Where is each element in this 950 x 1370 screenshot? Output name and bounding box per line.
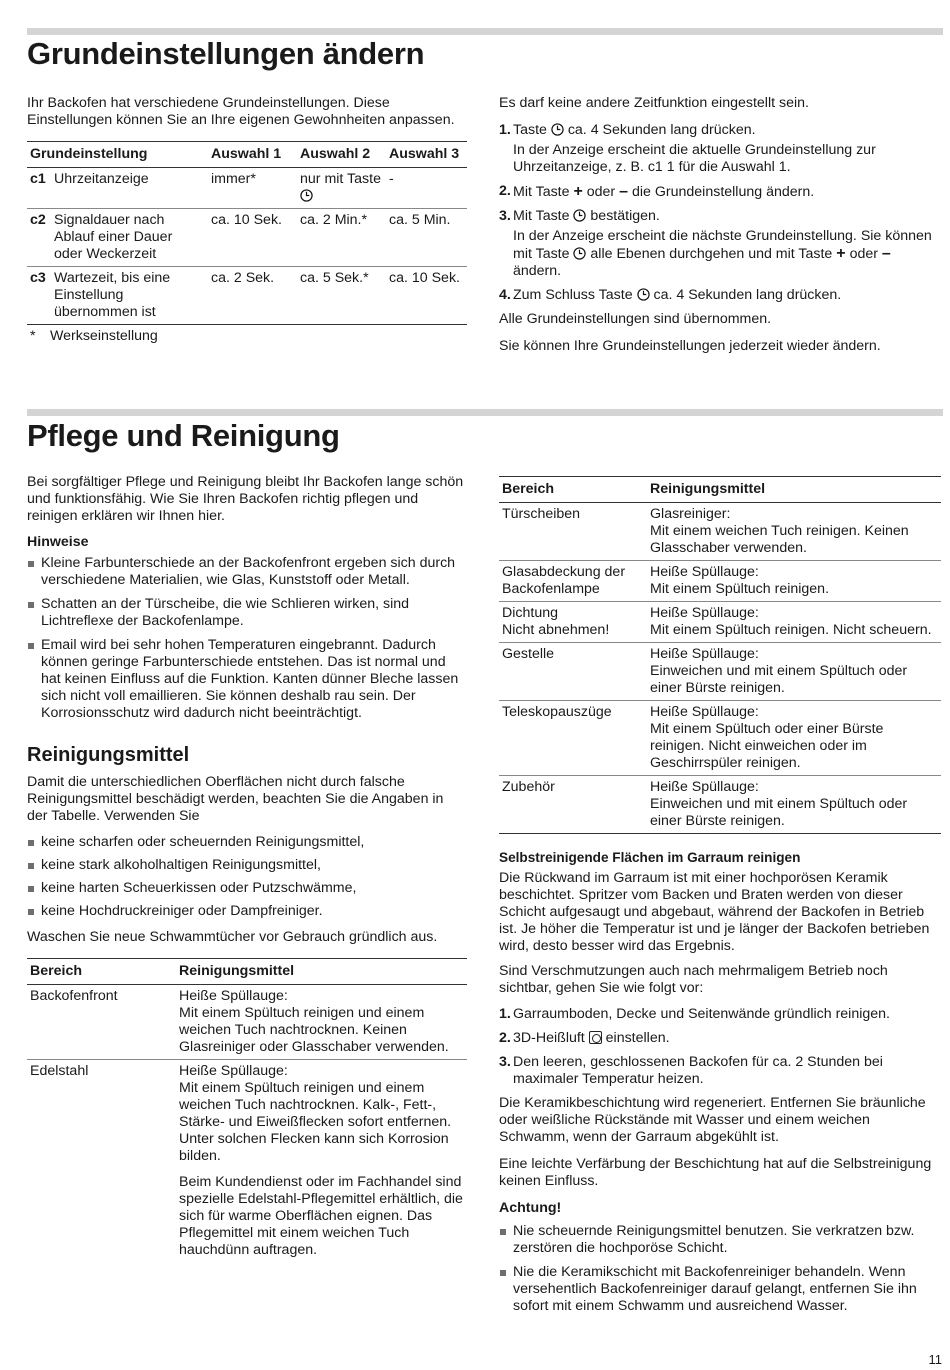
- warning-list: [499, 1223, 941, 1315]
- table-row: [27, 209, 467, 267]
- list-item: 3. Den leeren, geschlossenen Backofen für ca. 2 Stunden bei maximaler Temperatur heizen.: [499, 1054, 883, 1087]
- dont-use-list: [27, 834, 467, 920]
- table-row: [27, 1060, 467, 1263]
- reinigungsmittel-intro: Damit die unterschiedlichen Oberflächen nicht durch falsche Reinigungsmittel beschädigt werden, beachten Sie die Angaben in der Tabelle. Verwenden Sie: [27, 774, 444, 824]
- warning-heading: Achtung!: [499, 1200, 562, 1216]
- table-cell: immer*: [208, 168, 297, 209]
- list-item: keine Hochdruckreiniger oder Dampfreiniger.: [27, 903, 467, 920]
- table-header: Auswahl 3: [386, 142, 467, 168]
- cleaning-table-left: [27, 958, 467, 1262]
- table-row: [499, 701, 941, 776]
- clock-icon: [300, 189, 313, 202]
- table-header: Bereich: [27, 959, 176, 985]
- table-cell-text: nur mit Taste: [300, 171, 381, 187]
- table-cell: Gestelle: [499, 643, 647, 701]
- table-cell: Heiße Spüllauge: Mit einem Spültuch reinigen. Nicht scheuern.: [647, 602, 941, 643]
- list-item: keine scharfen oder scheuernden Reinigungsmittel,: [27, 834, 467, 851]
- setting-label: Signaldauer nach Ablauf einer Dauer oder Weckerzeit: [54, 212, 173, 262]
- list-item: Email wird bei sehr hohen Temperaturen eingebrannt. Dadurch können geringe Farbunterschiede entstehen. Das ist normal und hat keinen Einfluss auf die Funktion. Kanten dünner Bleche lassen sich nicht voll emaillieren. Sie können deshalb rau sein. Der Korrosionsschutz wird dadurch nicht beeinträchtigt.: [27, 637, 467, 722]
- table-cell: Türscheiben: [499, 503, 647, 561]
- table-row: [27, 168, 467, 209]
- table-footnote: * Werkseinstellung: [30, 328, 158, 344]
- reinigungsmittel-heading: Reinigungsmittel: [27, 744, 190, 766]
- table-cell: Heiße Spüllauge: Mit einem Spültuch reinigen und einem weichen Tuch nachtrocknen. Keinen Glasreiniger oder Glasschaber verwenden.: [176, 985, 467, 1060]
- table-cell: Heiße Spüllauge: Einweichen und mit einem Spültuch oder einer Bürste reinigen.: [647, 776, 941, 834]
- pflege-right-column: [499, 476, 941, 1322]
- list-item: keine stark alkoholhaltigen Reinigungsmittel,: [27, 857, 467, 874]
- list-item: Schatten an der Türscheibe, die wie Schlieren wirken, sind Lichtreflexe der Backofenlampe.: [27, 596, 467, 630]
- table-cell: ca. 10 Sek.: [386, 267, 467, 325]
- table-cell: Glasreiniger: Mit einem weichen Tuch reinigen. Keinen Glasschaber verwenden.: [647, 503, 941, 561]
- pflege-left-column: [27, 474, 467, 1262]
- table-cell: ca. 2 Min.*: [297, 209, 386, 267]
- table-cell: -: [386, 168, 467, 209]
- table-cell: [297, 168, 386, 209]
- table-row: [27, 267, 467, 325]
- cleaning-table-right: [499, 476, 941, 834]
- table-row: [27, 985, 467, 1060]
- table-row: [499, 776, 941, 834]
- minus-icon: –: [619, 183, 629, 200]
- table-row: [499, 561, 941, 602]
- note-text: Sie können Ihre Grundeinstellungen jederzeit wieder ändern.: [499, 338, 881, 354]
- table-cell: Heiße Spüllauge: Mit einem Spültuch reinigen und einem weichen Tuch nachtrocknen. Kalk-, Fett-, Stärke- und Eiweißflecken sofort entfernen. Unter solchen Flecken kann sich Korrosion bilden. Beim Kundendienst oder im Fachhandel sind spezielle Edelstahl-Pflegemittel erhältlich, die sich für warme Oberflächen eignen. Das Pflegemittel mit einem weichen Tuch hauchdünn auftragen.: [179, 1063, 463, 1258]
- step-detail: In der Anzeige erscheint die nächste Grundeinstellung. Sie können mit Taste alle Ebenen durchgehen und mit Taste + oder – ändern.: [513, 228, 932, 279]
- table-cell: Backofenfront: [27, 985, 176, 1060]
- table-cell: ca. 10 Sek.: [208, 209, 297, 267]
- table-cell: Glasabdeckung der Backofenlampe: [499, 561, 647, 602]
- grundeinstellungen-table: [27, 141, 467, 325]
- table-cell: Heiße Spüllauge: Mit einem Spültuch oder einer Bürste reinigen. Nicht einweichen oder im Geschirrspüler reinigen.: [647, 701, 941, 776]
- table-row: [499, 503, 941, 561]
- list-item: 4. Zum Schluss Taste ca. 4 Sekunden lang drücken.: [499, 287, 842, 303]
- clock-icon: [573, 247, 586, 260]
- self-clean-p2: Sind Verschmutzungen auch nach mehrmaligem Betrieb noch sichtbar, gehen Sie wie folgt vor:: [499, 963, 888, 996]
- table-header: Grundeinstellung: [27, 142, 208, 168]
- table-cell: ca. 5 Sek.*: [297, 267, 386, 325]
- self-clean-p1: Die Rückwand im Garraum ist mit einer hochporösen Keramik beschichtet. Spritzer vom Backen und Braten werden von dieser Schicht aufgesaugt und abgebaut, während der Backofen in Betrieb ist. Je höher die Temperatur ist und je länger der Backofen betrieben wird, desto besser wird das Ergebnis.: [499, 870, 930, 954]
- step-detail: In der Anzeige erscheint die aktuelle Grundeinstellung zur Uhrzeitanzeige, z. B. c1 1 für die Auswahl 1.: [513, 142, 876, 175]
- table-header: Bereich: [499, 477, 647, 503]
- table-cell: Dichtung Nicht abnehmen!: [499, 602, 647, 643]
- table-cell: ca. 5 Min.: [386, 209, 467, 267]
- section-divider-top: [27, 28, 943, 35]
- table-header: Reinigungsmittel: [647, 477, 941, 503]
- hinweise-heading: Hinweise: [27, 534, 89, 550]
- list-item: 2. Mit Taste + oder – die Grundeinstellung ändern.: [499, 183, 815, 200]
- list-item: Nie scheuernde Reinigungsmittel benutzen. Sie verkratzen bzw. zerstören die hochporöse Schicht.: [499, 1223, 941, 1257]
- hinweise-list: [27, 555, 467, 722]
- clock-icon: [551, 123, 564, 136]
- table-row: [499, 643, 941, 701]
- setting-label: Uhrzeitanzeige: [54, 171, 149, 187]
- page-title-pflege: Pflege und Reinigung: [27, 418, 340, 453]
- section-divider-middle: [27, 409, 943, 416]
- steps-list: [499, 122, 941, 304]
- plus-icon: +: [573, 183, 583, 200]
- page-title-grundeinstellungen: Grundeinstellungen ändern: [27, 36, 425, 71]
- setting-code: c3: [30, 270, 46, 286]
- done-text: Alle Grundeinstellungen sind übernommen.: [499, 311, 772, 327]
- page-number: 11: [928, 1352, 942, 1367]
- clock-icon: [573, 209, 586, 222]
- self-clean-heading: Selbstreinigende Flächen im Garraum reinigen: [499, 850, 801, 865]
- setting-code: c1: [30, 171, 46, 187]
- pflege-intro: Bei sorgfältiger Pflege und Reinigung bleibt Ihr Backofen lange schön und funktionsfähig. Wie Sie Ihren Backofen richtig pflegen und reinigen erklären wir Ihnen hier.: [27, 474, 464, 524]
- table-cell: Teleskopauszüge: [499, 701, 647, 776]
- table-cell: Edelstahl: [30, 1063, 89, 1079]
- self-clean-steps: [499, 1006, 941, 1088]
- minus-icon: –: [881, 245, 891, 262]
- grundeinstellungen-left-column: [27, 95, 467, 345]
- table-header: Reinigungsmittel: [176, 959, 467, 985]
- table-cell: Heiße Spüllauge: Einweichen und mit einem Spültuch oder einer Bürste reinigen.: [647, 643, 941, 701]
- self-clean-p4: Eine leichte Verfärbung der Beschichtung hat auf die Selbstreinigung keinen Einfluss.: [499, 1156, 932, 1189]
- table-header: Auswahl 1: [208, 142, 297, 168]
- setting-code: c2: [30, 212, 46, 228]
- setting-label: Wartezeit, bis eine Einstellung übernommen ist: [54, 270, 171, 320]
- list-item: keine harten Scheuerkissen oder Putzschwämme,: [27, 880, 467, 897]
- table-row: [499, 602, 941, 643]
- list-item: Nie die Keramikschicht mit Backofenreiniger behandeln. Wenn versehentlich Backofenreiniger darauf gelangt, entfernen Sie ihn sofort mit einem Schwamm und ausreichend Wasser.: [499, 1264, 941, 1315]
- table-header: Auswahl 2: [297, 142, 386, 168]
- list-item: 2. 3D-Heißluft einstellen.: [499, 1030, 670, 1046]
- table-cell: Heiße Spüllauge: Mit einem Spültuch reinigen.: [647, 561, 941, 602]
- self-clean-p3: Die Keramikbeschichtung wird regeneriert. Entfernen Sie bräunliche oder weißliche Rückstände mit Wasser und einem weichen Schwamm, wenn der Garraum abgekühlt ist.: [499, 1095, 926, 1145]
- grundeinstellungen-right-column: [499, 95, 941, 363]
- hot-air-fan-icon: [589, 1031, 602, 1044]
- sponge-note: Waschen Sie neue Schwammtücher vor Gebrauch gründlich aus.: [27, 929, 438, 945]
- list-item: 1. Garraumboden, Decke und Seitenwände gründlich reinigen.: [499, 1006, 890, 1022]
- list-item: 1. Taste ca. 4 Sekunden lang drücken. In der Anzeige erscheint die aktuelle Grundeinstellung zur Uhrzeitanzeige, z. B. c1 1 für die Auswahl 1.: [499, 122, 941, 176]
- list-item: 3. Mit Taste bestätigen. In der Anzeige erscheint die nächste Grundeinstellung. Sie können mit Taste alle Ebenen durchgehen und mit Taste + oder – ändern.: [499, 208, 941, 280]
- grundeinstellungen-intro: Ihr Backofen hat verschiedene Grundeinstellungen. Diese Einstellungen können Sie an Ihre eigenen Gewohnheiten anpassen.: [27, 95, 455, 128]
- table-cell: ca. 2 Sek.: [208, 267, 297, 325]
- precondition-text: Es darf keine andere Zeitfunktion eingestellt sein.: [499, 95, 809, 111]
- clock-icon: [637, 288, 650, 301]
- table-cell: Zubehör: [499, 776, 647, 834]
- plus-icon: +: [836, 245, 846, 262]
- list-item: Kleine Farbunterschiede an der Backofenfront ergeben sich durch verschiedene Materialien, wie Glas, Kunststoff oder Metall.: [27, 555, 467, 589]
